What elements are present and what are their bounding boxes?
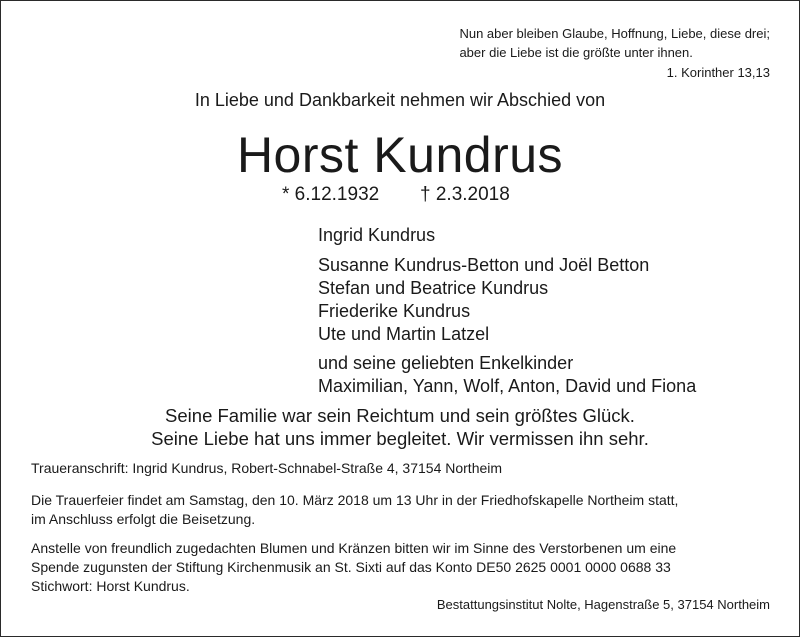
- grandchildren-intro: und seine geliebten Enkelkinder: [318, 353, 574, 373]
- ceremony-info: [31, 491, 678, 529]
- intro-line: In Liebe und Dankbarkeit nehmen wir Abschied von: [194, 90, 606, 110]
- spouse-name: Ingrid Kundrus: [318, 225, 436, 245]
- grandchildren-names: Maximilian, Yann, Wolf, Anton, David und Fiona: [318, 376, 697, 396]
- deceased-name: Horst Kundrus: [236, 127, 564, 183]
- closing-line-2: Seine Liebe hat uns immer begleitet. Wir vermissen ihn sehr.: [151, 428, 649, 449]
- funeral-home: Bestattungsinstitut Nolte, Hagenstraße 5, 37154 Northeim: [436, 597, 770, 612]
- child-entry: Ute und Martin Latzel: [318, 324, 490, 344]
- ceremony-line-2: im Anschluss erfolgt die Beisetzung.: [31, 511, 256, 527]
- bible-verse: [459, 24, 770, 62]
- birth-date: * 6.12.1932: [282, 184, 380, 205]
- donation-line-3: Stichwort: Horst Kundrus.: [31, 578, 190, 594]
- closing-line-1: Seine Familie war sein Reichtum und sein größtes Glück.: [165, 405, 635, 426]
- ceremony-line-1: Die Trauerfeier findet am Samstag, den 10. März 2018 um 13 Uhr in der Friedhofskapelle Northeim statt,: [31, 492, 679, 508]
- child-entry: Susanne Kundrus-Betton und Joël Betton: [318, 255, 650, 275]
- verse-line-1: Nun aber bleiben Glaube, Hoffnung, Liebe, diese drei;: [459, 26, 770, 41]
- closing-words: [0, 404, 800, 450]
- donation-line-1: Anstelle von freundlich zugedachten Blumen und Kränzen bitten wir im Sinne des Verstorbenen um eine: [31, 540, 677, 556]
- mourning-address: Traueranschrift: Ingrid Kundrus, Robert-Schnabel-Straße 4, 37154 Northeim: [31, 460, 503, 476]
- death-date: † 2.3.2018: [420, 184, 510, 205]
- donation-info: [31, 539, 676, 596]
- child-entry: Stefan und Beatrice Kundrus: [318, 278, 549, 298]
- family-list: [318, 224, 696, 398]
- verse-line-2: aber die Liebe ist die größte unter ihnen.: [459, 45, 693, 60]
- donation-line-2: Spende zugunsten der Stiftung Kirchenmusik an St. Sixti auf das Konto DE50 2625 0001 0000 0688 33: [31, 559, 671, 575]
- verse-reference: 1. Korinther 13,13: [666, 65, 770, 80]
- child-entry: Friederike Kundrus: [318, 301, 471, 321]
